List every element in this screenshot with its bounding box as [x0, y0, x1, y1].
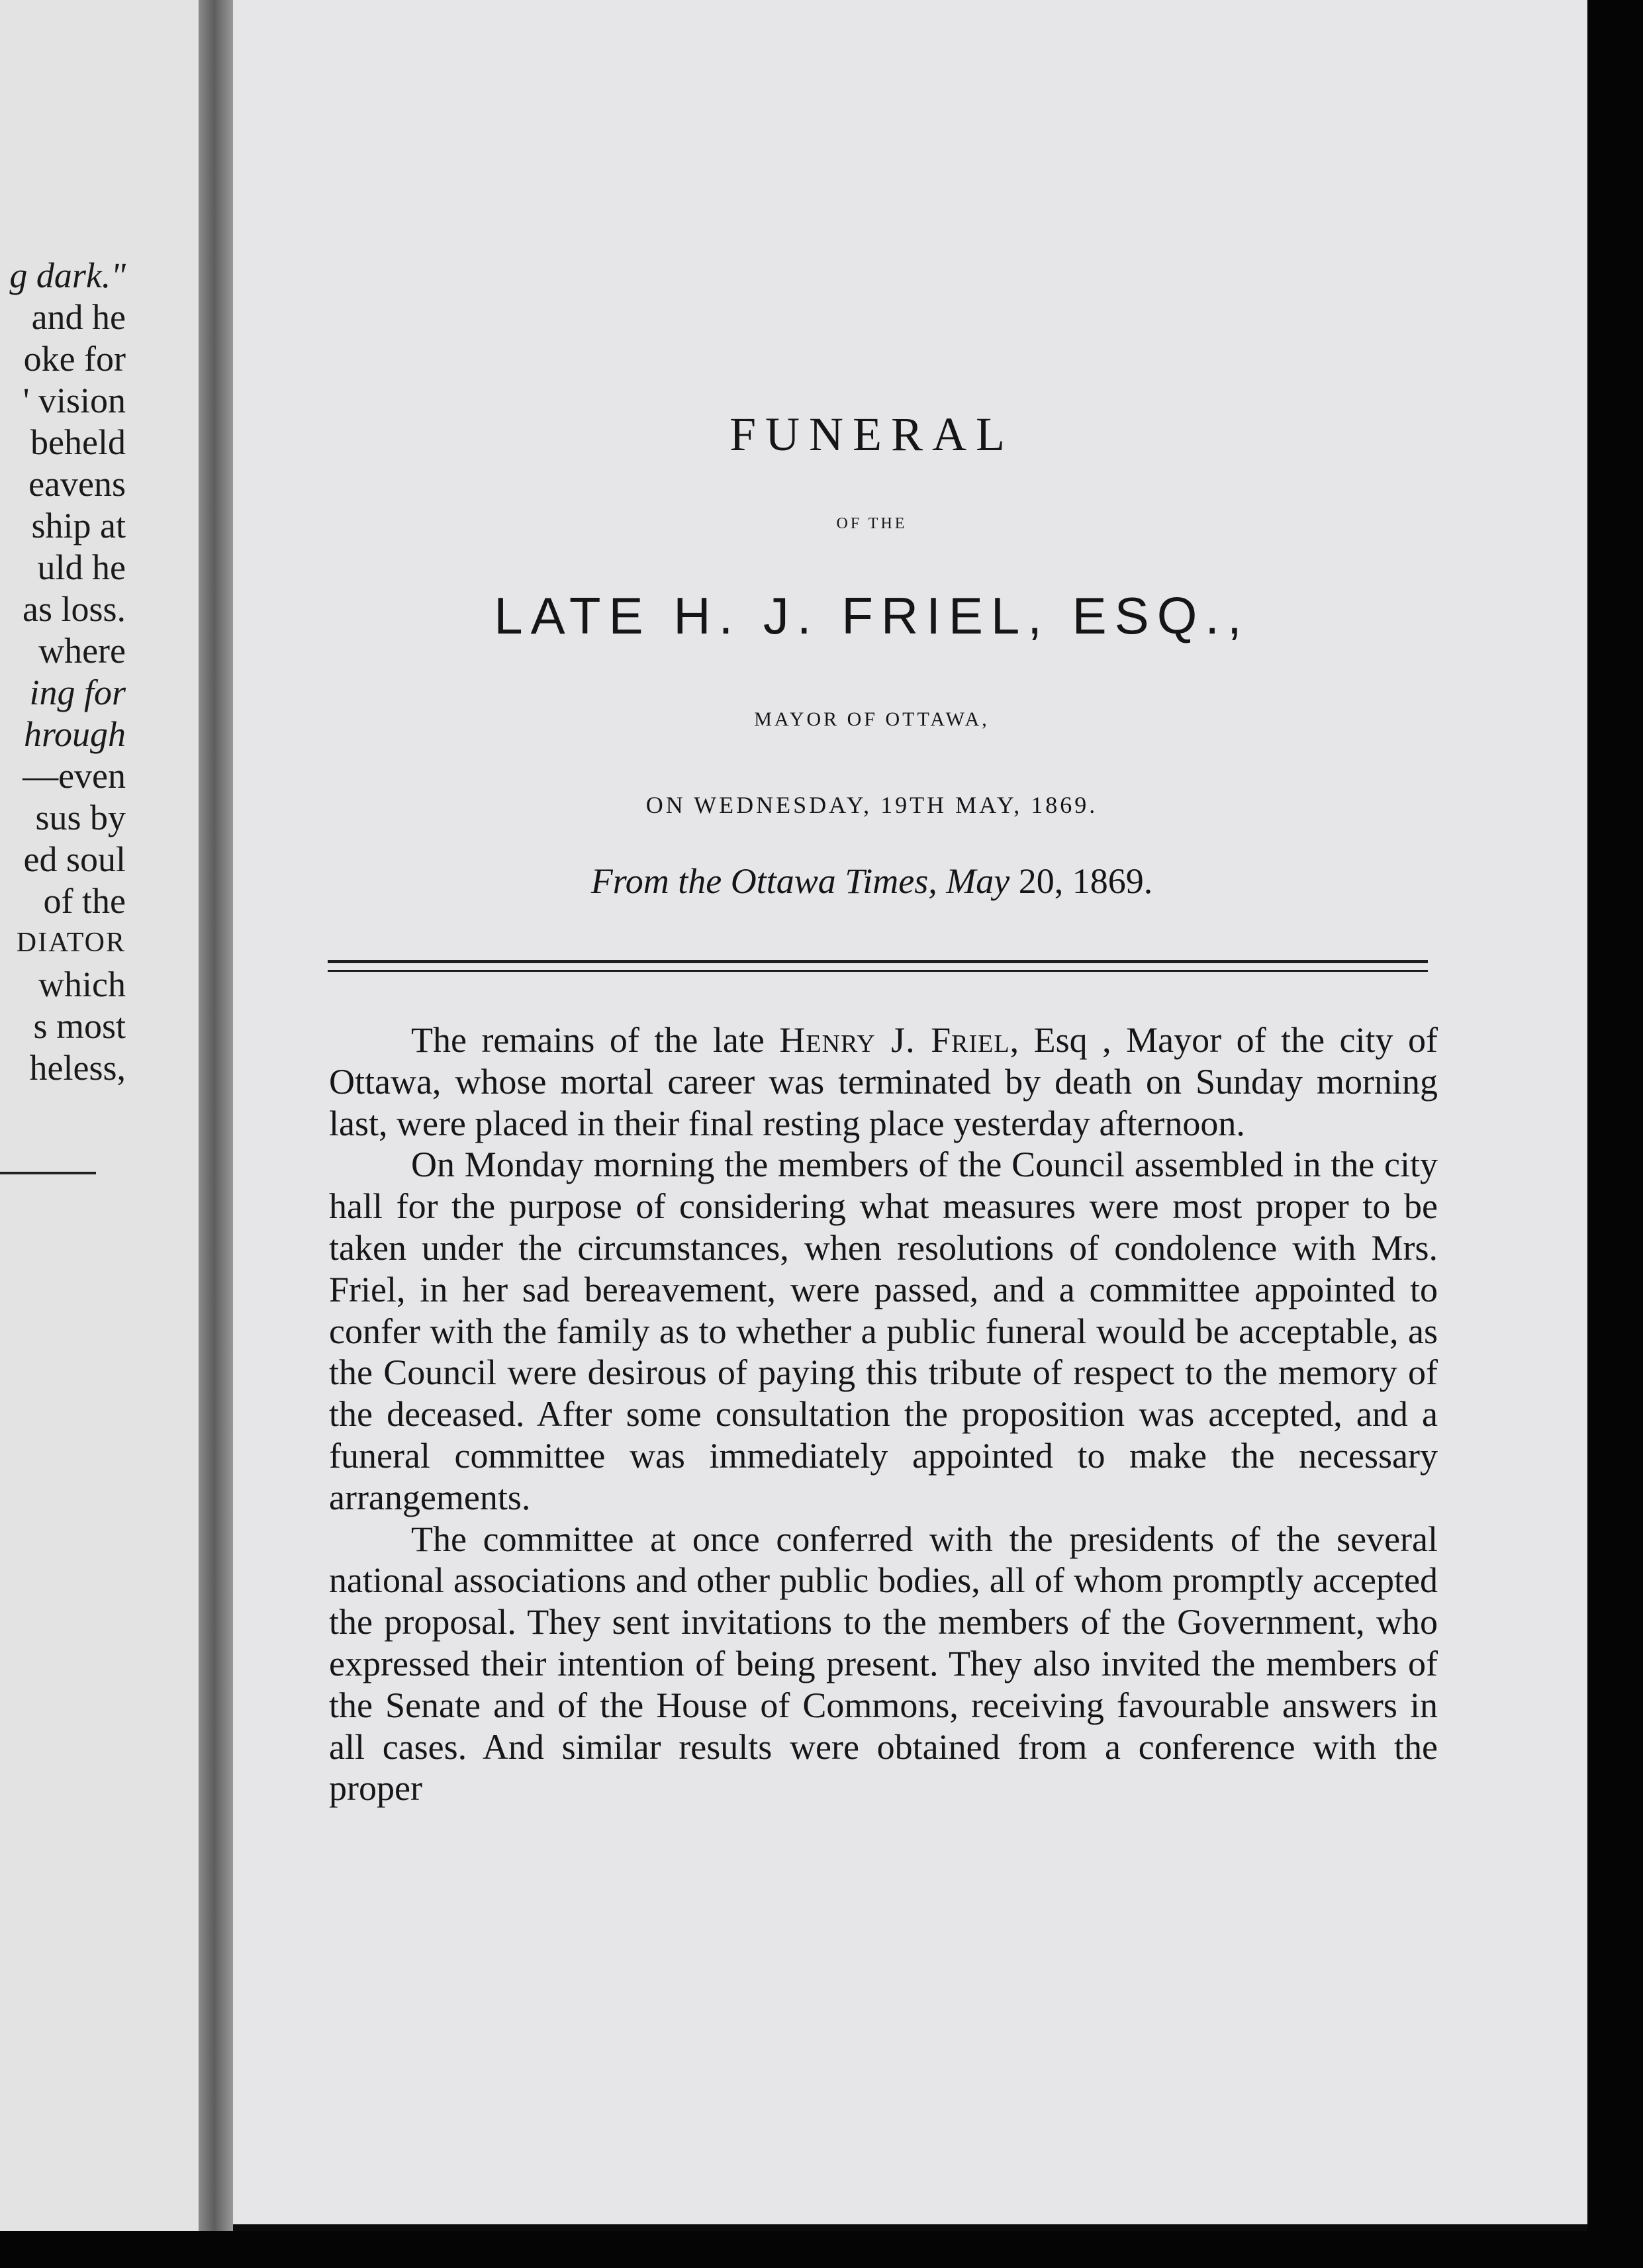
facing-line: ship at: [31, 506, 126, 545]
facing-line: sus by: [35, 798, 126, 837]
facing-line: ' vision: [23, 381, 126, 420]
book-gutter: [199, 0, 233, 2231]
paragraph-1-start: The remains of the late: [411, 1020, 780, 1060]
facing-line: which: [38, 965, 126, 1004]
facing-line: —even: [23, 756, 126, 796]
paragraph-2: On Monday morning the members of the Council assembled in the city hall for the purpose of considering what measures were most proper to be taken under the circumstances, when resolutions of condolence with Mrs. Friel, in her sad bereavement, were passed, and a committee appointed to confer with the family as to whether a public funeral would be acceptable, as the Council were desirous of paying this tribute of respect to the memory of the deceased. After some consultation the proposition was accepted, and a funeral committee was immediately appointed to make the necessary arrangements.: [329, 1145, 1438, 1517]
facing-line: uld he: [37, 547, 126, 587]
facing-page-fragment: [0, 0, 199, 2231]
facing-line: where: [38, 631, 126, 671]
facing-line: DIATOR: [16, 927, 126, 958]
deceased-name: LATE H. J. FRIEL, ESQ.,: [494, 587, 1250, 645]
facing-line: ing for: [29, 673, 126, 712]
facing-line: as loss.: [22, 589, 126, 629]
scan-border-bottom: [0, 2231, 1643, 2268]
office-line: MAYOR OF OTTAWA,: [754, 708, 990, 730]
paragraph-3: The committee at once conferred with the presidents of the several national associations and other public bodies, all of whom promptly accepted the proposal. They sent invitations to the members of the Government, who expressed their intention of being present. They also invited the members of the Senate and of the House of Commons, receiving favourable answers in all cases. And similar results were obtained from a conference with the proper: [329, 1519, 1438, 1809]
facing-line: heless,: [29, 1048, 126, 1088]
facing-line: hrough: [23, 714, 126, 754]
facing-line: oke for: [23, 339, 126, 379]
paragraph-1: [329, 1019, 1438, 1144]
facing-line: ed soul: [23, 839, 126, 879]
double-rule-divider: [328, 960, 1428, 972]
facing-line: eavens: [28, 464, 126, 504]
title-of-the: OF THE: [836, 515, 908, 532]
source-date: 20, 1869.: [1018, 861, 1153, 901]
source-prefix: From the Ottawa Times, May: [590, 861, 1010, 901]
paragraph-1-rest: , Esq , Mayor of the city of Ottawa, whose mortal career was terminated by death on Sunday morning last, were placed in their final resting place yesterday afternoon.: [329, 1020, 1438, 1143]
facing-line: and he: [31, 297, 126, 337]
date-line: ON WEDNESDAY, 19TH MAY, 1869.: [645, 792, 1098, 818]
facing-line: s most: [33, 1006, 126, 1046]
page-title: FUNERAL: [729, 408, 1014, 461]
scan-border-right: [1587, 0, 1643, 2268]
facing-line: of the: [43, 881, 126, 921]
facing-line: g dark.": [9, 256, 126, 295]
article-body: [329, 1019, 1438, 1809]
facing-page-text: [9, 255, 126, 1089]
facing-line: beheld: [30, 422, 126, 462]
facing-page-rule: [0, 1172, 96, 1174]
source-line: [233, 861, 1511, 902]
mayor-name: Henry J. Friel: [779, 1020, 1010, 1060]
